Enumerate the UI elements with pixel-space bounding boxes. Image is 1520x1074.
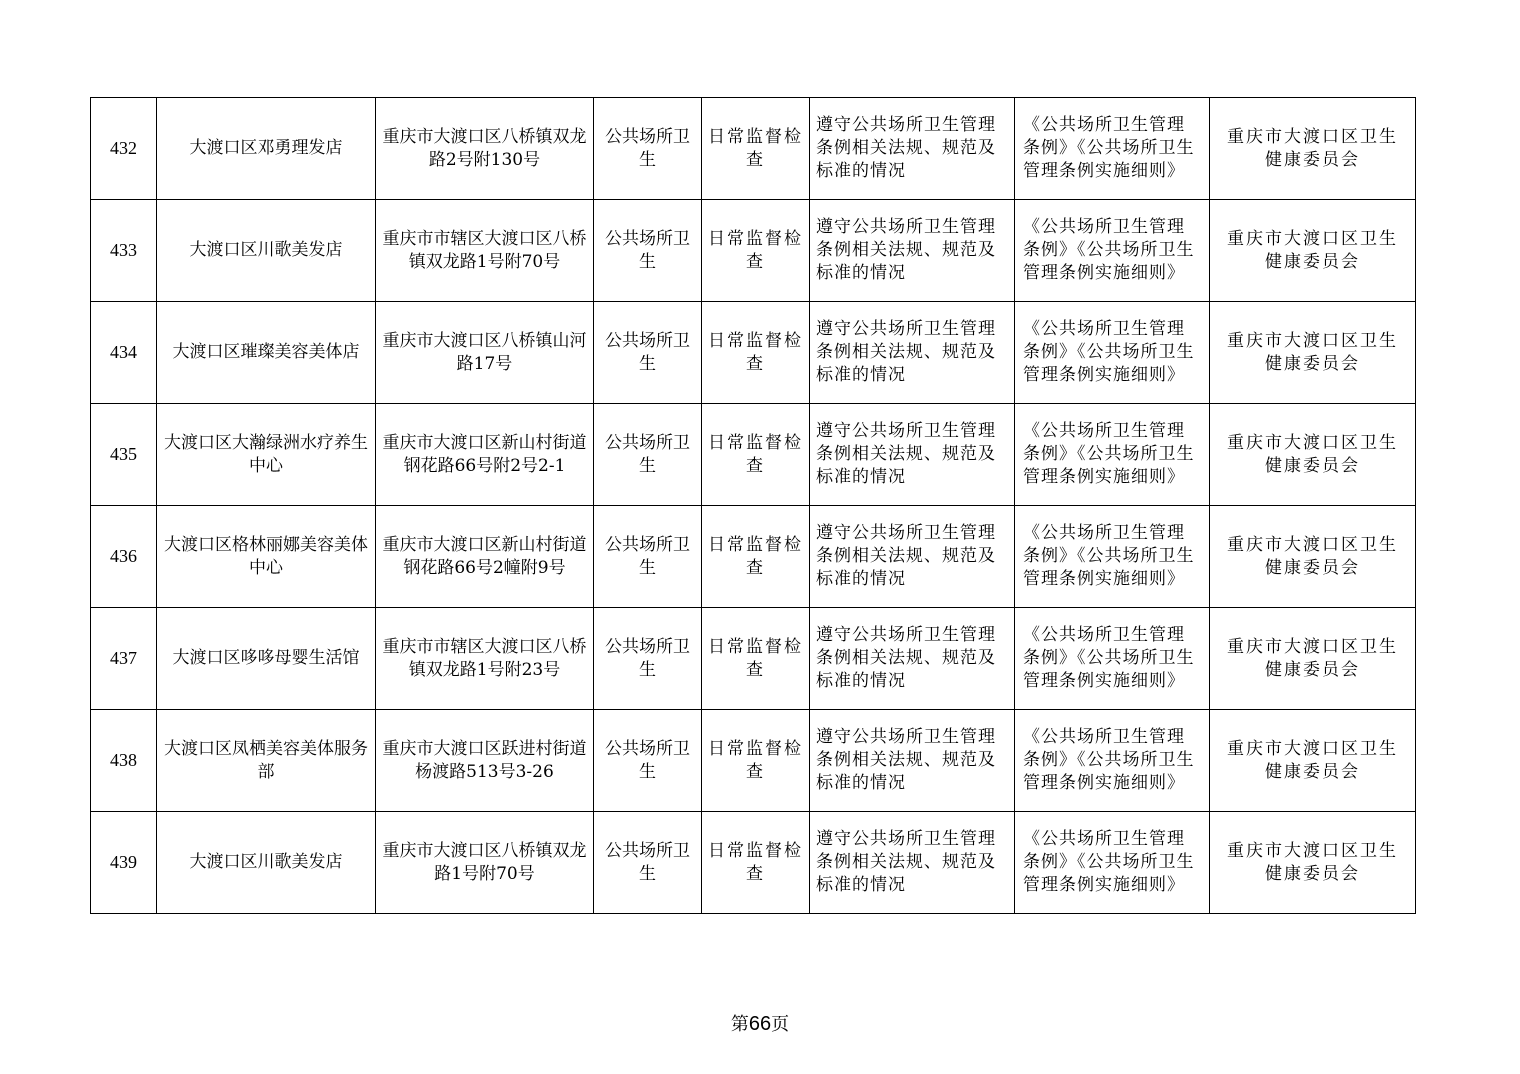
record-name: 大渡口区哆哆母婴生活馆: [157, 608, 376, 710]
table-row: [91, 404, 1416, 506]
record-org: 重庆市大渡口区卫生健康委员会: [1210, 608, 1416, 710]
record-item: 日常监督检查: [702, 812, 810, 914]
record-category: 公共场所卫生: [594, 710, 702, 812]
record-basis: 《公共场所卫生管理条例》《公共场所卫生管理条例实施细则》: [1015, 302, 1210, 404]
record-name: 大渡口区邓勇理发店: [157, 98, 376, 200]
record-basis: 《公共场所卫生管理条例》《公共场所卫生管理条例实施细则》: [1015, 200, 1210, 302]
record-category: 公共场所卫生: [594, 302, 702, 404]
inspection-records-table: [90, 97, 1416, 914]
record-address: 重庆市市辖区大渡口区八桥镇双龙路1号附70号: [376, 200, 594, 302]
record-scope: 遵守公共场所卫生管理条例相关法规、规范及标准的情况: [810, 200, 1015, 302]
record-seq: 438: [91, 710, 157, 812]
record-name: 大渡口区川歌美发店: [157, 200, 376, 302]
table-row: [91, 608, 1416, 710]
record-basis: 《公共场所卫生管理条例》《公共场所卫生管理条例实施细则》: [1015, 506, 1210, 608]
page-suffix: 页: [771, 1014, 790, 1035]
table-row: [91, 98, 1416, 200]
record-org: 重庆市大渡口区卫生健康委员会: [1210, 506, 1416, 608]
record-seq: 434: [91, 302, 157, 404]
record-name: 大渡口区凤栖美容美体服务部: [157, 710, 376, 812]
record-org: 重庆市大渡口区卫生健康委员会: [1210, 302, 1416, 404]
page-prefix: 第: [730, 1014, 749, 1035]
record-seq: 432: [91, 98, 157, 200]
record-scope: 遵守公共场所卫生管理条例相关法规、规范及标准的情况: [810, 608, 1015, 710]
record-address: 重庆市大渡口区八桥镇山河路17号: [376, 302, 594, 404]
record-basis: 《公共场所卫生管理条例》《公共场所卫生管理条例实施细则》: [1015, 98, 1210, 200]
record-category: 公共场所卫生: [594, 98, 702, 200]
table-body: [91, 98, 1416, 914]
record-address: 重庆市大渡口区跃进村街道杨渡路513号3-26: [376, 710, 594, 812]
record-basis: 《公共场所卫生管理条例》《公共场所卫生管理条例实施细则》: [1015, 812, 1210, 914]
record-category: 公共场所卫生: [594, 506, 702, 608]
record-name: 大渡口区璀璨美容美体店: [157, 302, 376, 404]
record-org: 重庆市大渡口区卫生健康委员会: [1210, 812, 1416, 914]
record-category: 公共场所卫生: [594, 200, 702, 302]
record-address: 重庆市大渡口区八桥镇双龙路1号附70号: [376, 812, 594, 914]
record-category: 公共场所卫生: [594, 812, 702, 914]
record-scope: 遵守公共场所卫生管理条例相关法规、规范及标准的情况: [810, 404, 1015, 506]
record-basis: 《公共场所卫生管理条例》《公共场所卫生管理条例实施细则》: [1015, 608, 1210, 710]
record-item: 日常监督检查: [702, 200, 810, 302]
table-row: [91, 812, 1416, 914]
record-org: 重庆市大渡口区卫生健康委员会: [1210, 710, 1416, 812]
record-seq: 439: [91, 812, 157, 914]
table-row: [91, 710, 1416, 812]
record-scope: 遵守公共场所卫生管理条例相关法规、规范及标准的情况: [810, 98, 1015, 200]
record-scope: 遵守公共场所卫生管理条例相关法规、规范及标准的情况: [810, 812, 1015, 914]
record-org: 重庆市大渡口区卫生健康委员会: [1210, 98, 1416, 200]
page-footer: [0, 1010, 1520, 1036]
record-basis: 《公共场所卫生管理条例》《公共场所卫生管理条例实施细则》: [1015, 710, 1210, 812]
record-item: 日常监督检查: [702, 608, 810, 710]
record-scope: 遵守公共场所卫生管理条例相关法规、规范及标准的情况: [810, 710, 1015, 812]
record-seq: 436: [91, 506, 157, 608]
record-scope: 遵守公共场所卫生管理条例相关法规、规范及标准的情况: [810, 302, 1015, 404]
record-org: 重庆市大渡口区卫生健康委员会: [1210, 404, 1416, 506]
record-org: 重庆市大渡口区卫生健康委员会: [1210, 200, 1416, 302]
record-name: 大渡口区格林丽娜美容美体中心: [157, 506, 376, 608]
record-name: 大渡口区川歌美发店: [157, 812, 376, 914]
record-category: 公共场所卫生: [594, 608, 702, 710]
table-row: [91, 506, 1416, 608]
record-item: 日常监督检查: [702, 98, 810, 200]
record-address: 重庆市大渡口区新山村街道钢花路66号2幢附9号: [376, 506, 594, 608]
table-row: [91, 200, 1416, 302]
record-item: 日常监督检查: [702, 404, 810, 506]
record-address: 重庆市大渡口区新山村街道钢花路66号附2号2-1: [376, 404, 594, 506]
record-category: 公共场所卫生: [594, 404, 702, 506]
record-scope: 遵守公共场所卫生管理条例相关法规、规范及标准的情况: [810, 506, 1015, 608]
table-row: [91, 302, 1416, 404]
record-item: 日常监督检查: [702, 506, 810, 608]
record-item: 日常监督检查: [702, 710, 810, 812]
record-seq: 435: [91, 404, 157, 506]
record-seq: 437: [91, 608, 157, 710]
record-address: 重庆市大渡口区八桥镇双龙路2号附130号: [376, 98, 594, 200]
record-item: 日常监督检查: [702, 302, 810, 404]
record-address: 重庆市市辖区大渡口区八桥镇双龙路1号附23号: [376, 608, 594, 710]
page-number: 66: [748, 1013, 772, 1035]
record-name: 大渡口区大瀚绿洲水疗养生中心: [157, 404, 376, 506]
record-seq: 433: [91, 200, 157, 302]
record-basis: 《公共场所卫生管理条例》《公共场所卫生管理条例实施细则》: [1015, 404, 1210, 506]
